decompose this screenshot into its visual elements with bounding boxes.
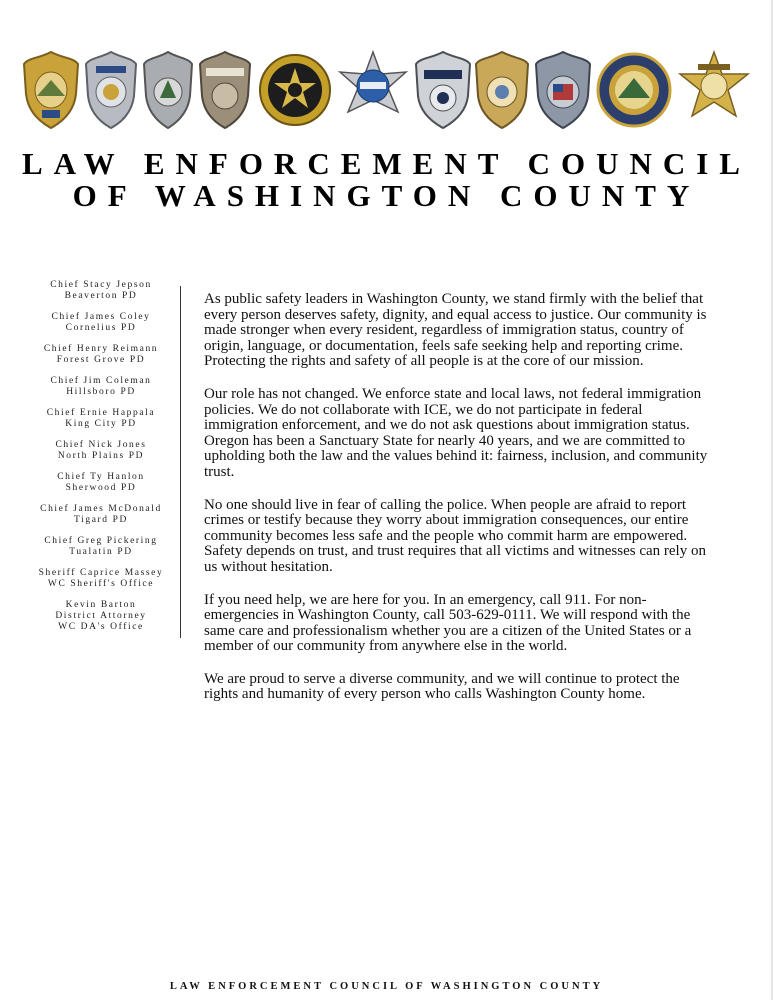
body-paragraph: No one should live in fear of calling the police. When people are afraid to report crimes or testify because they worry about immigration consequences, our entire community becomes less safe and the people who commit harm are empowered. Safety depends on trust, and trust requires that all victims and witnesses can rely on us without hesitation.: [204, 496, 706, 575]
sheriff-star-badge-gold-icon: [676, 50, 752, 130]
member-entry: [30, 312, 172, 334]
member-agency: WC DA's Office: [58, 622, 144, 632]
member-entry: [30, 568, 172, 590]
member-entry: [30, 472, 172, 494]
member-name: Chief Ty Hanlon: [57, 472, 145, 482]
member-agency: Cornelius PD: [65, 323, 137, 333]
member-name: Chief James Coley: [51, 312, 151, 322]
member-agency: WC Sheriff's Office: [47, 579, 155, 589]
member-entry: [30, 536, 172, 558]
letterhead-title-line1: LAW ENFORCEMENT COUNCIL: [22, 146, 751, 181]
member-name: Chief James McDonald: [40, 504, 162, 514]
member-entry: [30, 408, 172, 430]
district-attorney-seal-icon: [596, 50, 672, 130]
footer-text: LAW ENFORCEMENT COUNCIL OF WASHINGTON COUNTY: [169, 981, 604, 992]
police-badge-king-city-icon: [414, 50, 472, 130]
member-agency: Tigard PD: [74, 515, 128, 525]
member-name: Chief Nick Jones: [55, 440, 147, 450]
letter-body: [204, 292, 712, 720]
police-badge-beaverton-icon: [22, 50, 80, 130]
member-name: Chief Ernie Happala: [46, 408, 156, 418]
member-entry: [30, 600, 172, 633]
member-agency: King City PD: [65, 419, 137, 429]
member-entry: [30, 344, 172, 366]
council-members-list: [30, 280, 172, 643]
badge-row: [22, 50, 752, 132]
member-agency: Beaverton PD: [64, 291, 138, 301]
police-badge-cornelius-icon: [84, 50, 138, 130]
sidebar-divider: [180, 286, 181, 638]
police-badge-sherwood-icon: [474, 50, 530, 130]
member-name: Chief Jim Coleman: [50, 376, 152, 386]
police-badge-north-plains-icon: [336, 50, 410, 130]
member-agency: Tualatin PD: [69, 547, 133, 557]
member-agency: Forest Grove PD: [56, 355, 146, 365]
member-agency: Sherwood PD: [65, 483, 137, 493]
body-paragraph: As public safety leaders in Washington County, we stand firmly with the belief that every person deserves safety, dignity, and equal access to justice. Our community is made stronger when every resident, regardless of immigration status, country of origin, language, or documentation, feels safe seeking help and reporting crime. Protecting the rights and safety of all people is at the core of our mission.: [204, 291, 707, 370]
member-entry: [30, 440, 172, 462]
member-name: Chief Stacy Jepson: [50, 280, 152, 290]
body-paragraph: If you need help, we are here for you. In an emergency, call 911. For non-emergencies in Washington County, call 503-629-0111. We will respond with the same care and professionalism whether you are a citizen of the United States or a member of our community from anywhere else in the world.: [204, 591, 692, 655]
police-badge-tigard-icon: [534, 50, 592, 130]
body-paragraph: We are proud to serve a diverse community, and we will continue to protect the rights and humanity of every person who calls Washington County home.: [204, 670, 680, 703]
member-name: Chief Greg Pickering: [44, 536, 158, 546]
member-agency: Hillsboro PD: [66, 387, 136, 397]
member-agency: North Plains PD: [57, 451, 145, 461]
member-title: District Attorney: [55, 611, 147, 621]
police-badge-hillsboro-icon: [198, 50, 252, 130]
member-entry: [30, 376, 172, 398]
member-name: Sheriff Caprice Massey: [38, 568, 164, 578]
letterhead-title-line2: OF WASHINGTON COUNTY: [72, 178, 701, 213]
police-badge-forest-grove-icon: [142, 50, 194, 130]
member-name: Chief Henry Reimann: [43, 344, 159, 354]
sheriff-star-badge-icon: [258, 50, 332, 130]
body-paragraph: Our role has not changed. We enforce state and local laws, not federal immigration policies. We do not collaborate with ICE, we do not participate in federal immigration enforcement, and we do not ask questions about immigration status. Oregon has been a Sanctuary State for nearly 40 years, and we are committed to upholding both the law and the values behind it: fairness, inclusion, and community trust.: [204, 385, 708, 480]
member-name: Kevin Barton: [65, 600, 137, 610]
member-entry: [30, 504, 172, 526]
member-entry: [30, 280, 172, 302]
